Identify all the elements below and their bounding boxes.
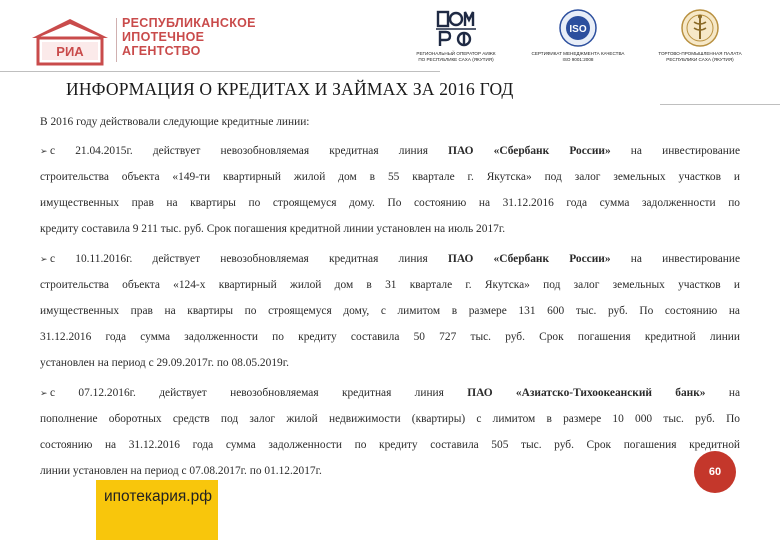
text-line: пополнение оборотных средств под залог жилой недвижимости (квартиры) с лимитом в размере 10 000 тыс. руб. По xyxy=(40,413,740,425)
page-number-badge: 60 xyxy=(694,451,736,493)
iso-logo-text: ISO xyxy=(569,24,587,35)
text-line: строительства объекта «149-ти квартирный жилой дом в 55 квартале г. Якутска» под залог земельных участков и xyxy=(40,171,740,183)
title-rule-left xyxy=(0,71,440,72)
arrow-bullet-icon: ➢ xyxy=(40,147,48,157)
header xyxy=(0,0,780,76)
partner-chamber-caption-1: ТОРГОВО-ПРОМЫШЛЕННАЯ ПАЛАТА xyxy=(658,51,742,56)
arrow-bullet-icon: ➢ xyxy=(40,255,48,265)
bank-name: ПАО «Сбербанк России» xyxy=(447,253,611,265)
text-line: установлен на период с 29.09.2017г. по 08.05.2019г. xyxy=(40,357,289,369)
org-name-line-1: РЕСПУБЛИКАНСКОЕ xyxy=(122,16,256,30)
iso-certificate-logo-icon xyxy=(558,8,598,48)
bank-name: ПАО «Сбербанк России» xyxy=(448,145,611,157)
text-line: линии установлен на период с 07.08.2017г. по 01.12.2017г. xyxy=(40,465,322,477)
logo-letters: РИА xyxy=(56,44,84,59)
text-line: имущественных прав на квартиры по строящемуся дому. По состоянию на 31.12.2016 года сумма задолженности по xyxy=(40,197,740,209)
org-name-line-3: АГЕНТСТВО xyxy=(122,44,201,58)
text-line: имущественных прав на квартиры по строящемуся дому, с лимитом в размере 131 600 тыс. руб. По состоянию на xyxy=(40,305,740,317)
credit-line-item-3 xyxy=(40,380,740,484)
partner-iso-caption-1: СЕРТИФИКАТ МЕНЕДЖМЕНТА КАЧЕСТВА xyxy=(531,51,625,56)
page-title: ИНФОРМАЦИЯ О КРЕДИТАХ И ЗАЙМАХ ЗА 2016 ГОД xyxy=(66,79,514,99)
text-line: состоянию на 31.12.2016 года сумма задолженности по кредиту составила 505 тыс. руб. Срок погашения кредитной xyxy=(40,439,740,451)
text-line: кредиту составила 9 211 тыс. руб. Срок погашения кредитной линии установлен на июль 2017г. xyxy=(40,223,506,235)
credit-line-item-2 xyxy=(40,246,740,376)
ria-house-logo-icon xyxy=(28,16,112,66)
credit-line-item-1 xyxy=(40,138,740,242)
org-name xyxy=(122,16,256,58)
credit-lines-text xyxy=(40,112,740,484)
text-line: ➢ с 07.12.2016г. действует невозобновляемая кредитная линия ПАО «Азиатско-Тихоокеанский банк» на xyxy=(40,380,740,406)
text-line: ➢ с 21.04.2015г. действует невозобновляемая кредитная линия ПАО «Сбербанк России» на инвестирование xyxy=(40,138,740,164)
chamber-of-commerce-logo-icon xyxy=(680,8,720,48)
partner-chamber-caption-2: РЕСПУБЛИКИ САХА (ЯКУТИЯ) xyxy=(666,56,734,62)
bank-name: ПАО «Азиатско-Тихоокеанский банк» xyxy=(467,387,706,399)
partner-dom-caption-2: ПО РЕСПУБЛИКЕ САХА (ЯКУТИЯ) xyxy=(418,56,494,62)
website-link[interactable]: ипотекария.рф xyxy=(104,488,212,505)
org-name-line-2: ИПОТЕЧНОЕ xyxy=(122,30,205,44)
text-line: ➢ с 10.11.2016г. действует невозобновляемая кредитная линия ПАО «Сбербанк России» на инвестирование xyxy=(40,246,740,272)
partner-dom-caption-1: РЕГИОНАЛЬНЫЙ ОПЕРАТОР АИЖК xyxy=(416,51,496,56)
text-line: 31.12.2016 года сумма задолженности по кредиту составила 50 727 тыс. руб. Срок погашения кредитной линии xyxy=(40,331,740,343)
title-rule-right xyxy=(660,104,780,105)
partner-iso-caption-2: ISO 9001:2008 xyxy=(562,56,594,62)
partner-chamber xyxy=(640,8,760,62)
arrow-bullet-icon: ➢ xyxy=(40,389,48,399)
dom-rf-logo-icon xyxy=(432,8,480,48)
intro-text: В 2016 году действовали следующие кредитные линии: xyxy=(40,116,310,128)
partner-iso xyxy=(520,8,636,62)
logo-divider xyxy=(116,18,117,62)
partner-dom-rf xyxy=(404,8,508,62)
text-line: строительства объекта «124-х квартирный жилой дом в 31 квартале г. Якутска» под залог земельных участков и xyxy=(40,279,740,291)
